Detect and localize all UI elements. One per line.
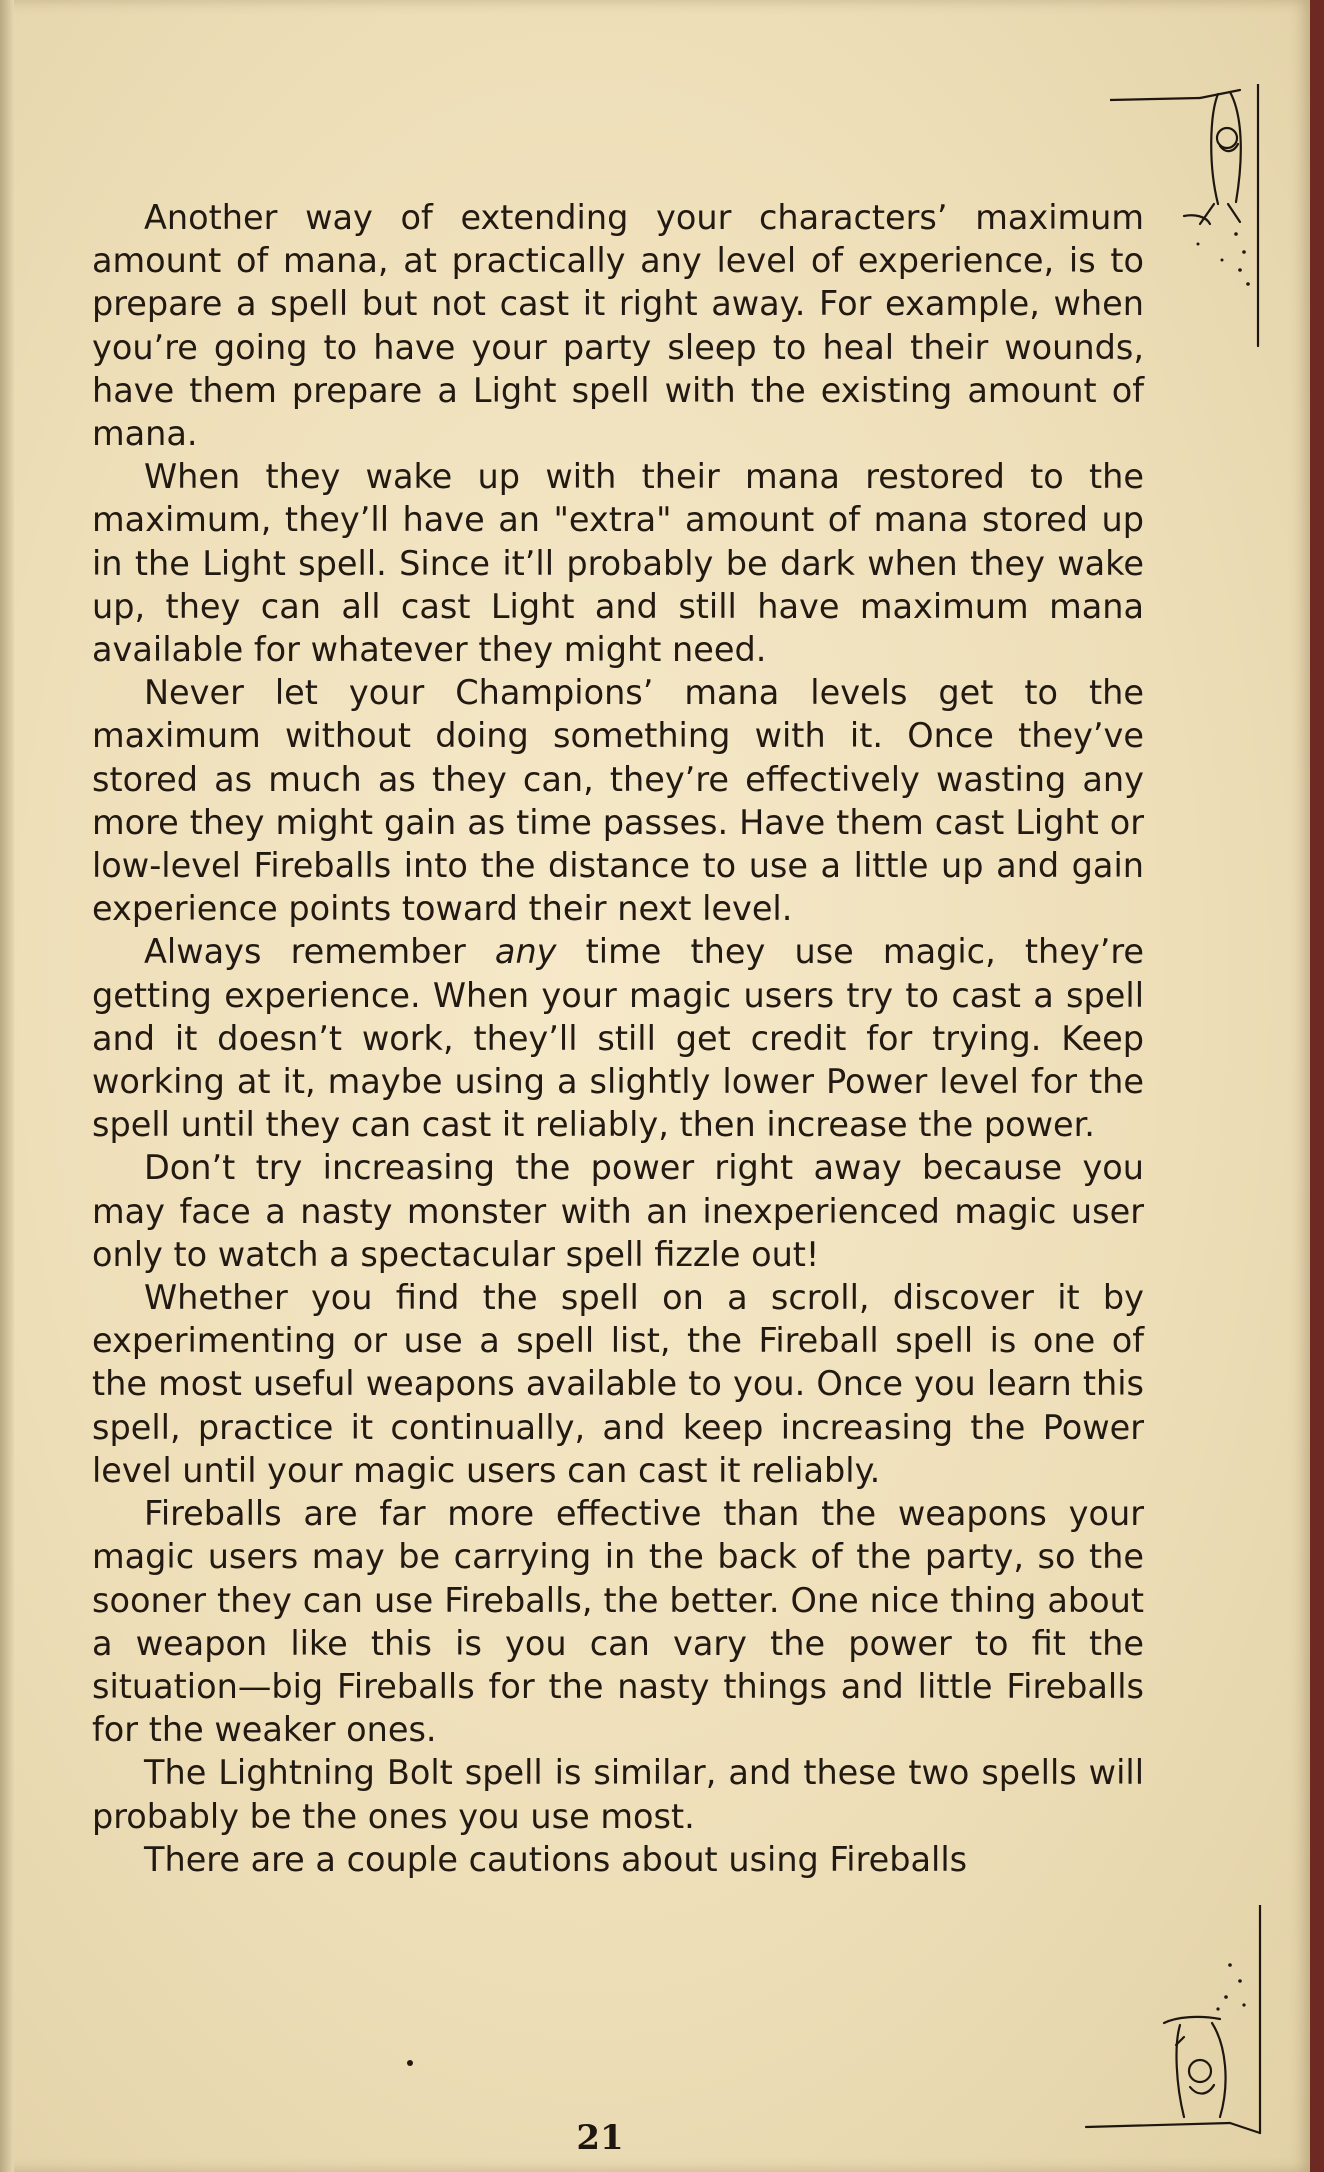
paragraph-text: There are a couple cautions about using Fireballs bbox=[144, 1839, 968, 1879]
paragraph-text: Fireballs are far more effective than the weapons your magic users may be carrying in the back of the party, so the sooner they can use Fireballs, the better. One nice thing about a weapon like this is you can vary the power to fit the situation—big Fireballs for the nasty things and little Fireballs for the weaker ones. bbox=[92, 1494, 1144, 1750]
paragraph-text: Always remember bbox=[144, 932, 495, 972]
paragraph bbox=[92, 455, 1144, 671]
paragraph-text: Don’t try increasing the power right away because you may face a nasty monster with an inexperienced magic user only to watch a spectacular spell fizzle out! bbox=[92, 1148, 1144, 1274]
page-edge bbox=[0, 0, 14, 2172]
corner-ornament-bottom-icon bbox=[1080, 1905, 1265, 2145]
paragraph-text: The Lightning Bolt spell is similar, and these two spells will probably be the ones you use most. bbox=[92, 1753, 1144, 1836]
paragraph bbox=[92, 930, 1144, 1146]
paragraph bbox=[92, 1751, 1144, 1837]
paragraph bbox=[92, 671, 1144, 930]
paragraph-text-after: time they use magic, they’re getting experience. When your magic users try to cast a spell and it doesn’t work, they’ll still get credit for trying. Keep working at it, maybe using a slightly lower Power level for the spell until they can cast it reliably, then increase the power. bbox=[92, 932, 1144, 1145]
paragraph bbox=[92, 1276, 1144, 1492]
paragraph-text: Never let your Champions’ mana levels get to the maximum without doing something with it. Once they’ve stored as much as they can, they’re effectively wasting any more they might gain as time passes. Have them cast Light or low-level Fireballs into the distance to use a little up and gain experience points toward their next level. bbox=[92, 673, 1144, 929]
paragraph bbox=[92, 1146, 1144, 1276]
body-text bbox=[92, 196, 1144, 1881]
paragraph bbox=[92, 1492, 1144, 1751]
paragraph bbox=[92, 1838, 1144, 1881]
paragraph bbox=[92, 196, 1144, 455]
paragraph-emphasis: any bbox=[494, 932, 557, 972]
page-number: 21 bbox=[576, 2118, 624, 2158]
stray-dot bbox=[407, 2060, 413, 2066]
paragraph-text: Another way of extending your characters’ maximum amount of mana, at practically any level of experience, is to prepare a spell but not cast it right away. For example, when you’re going to have your party sleep to heal their wounds, have them prepare a Light spell with the existing amount of mana. bbox=[92, 198, 1144, 454]
paragraph-text: When they wake up with their mana restored to the maximum, they’ll have an "extra" amount of mana stored up in the Light spell. Since it’ll probably be dark when they wake up, they can all cast Light and still have maximum mana available for whatever they might need. bbox=[92, 457, 1144, 670]
paragraph-text: Whether you find the spell on a scroll, discover it by experimenting or use a spell list, the Fireball spell is one of the most useful weapons available to you. Once you learn this spell, practice it continually, and keep increasing the Power level until your magic users can cast it reliably. bbox=[92, 1278, 1144, 1490]
